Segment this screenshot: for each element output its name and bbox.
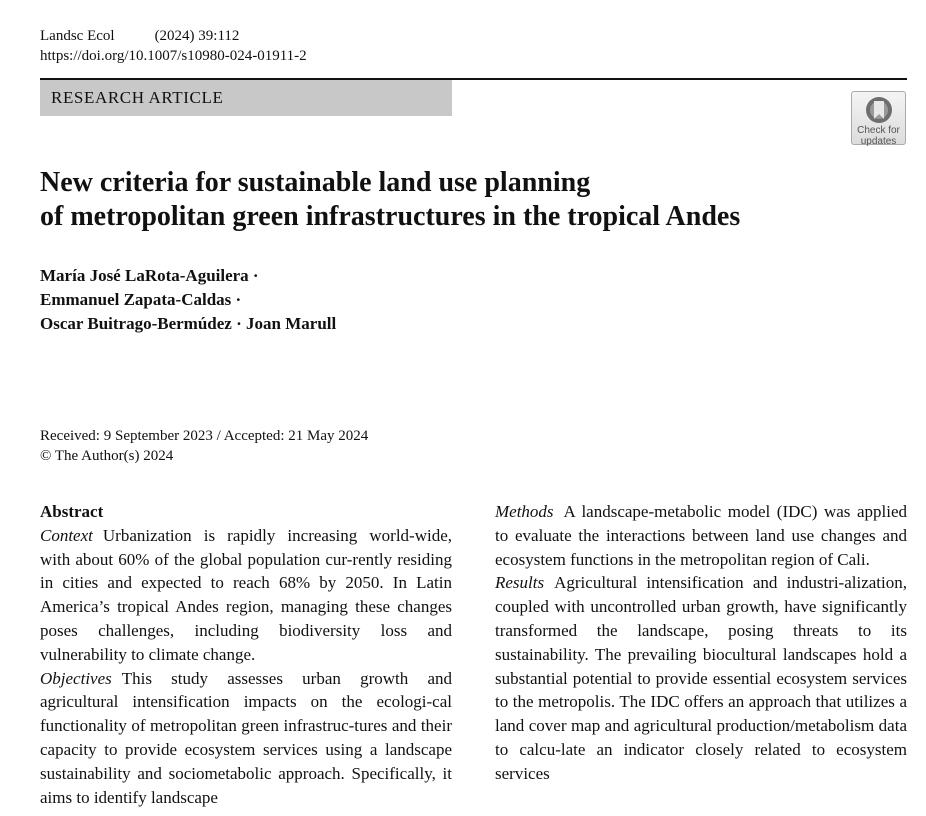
- doi-link[interactable]: https://doi.org/10.1007/s10980-024-01911-2: [40, 48, 307, 64]
- author-line-2[interactable]: Emmanuel Zapata-Caldas ·: [40, 290, 242, 309]
- objectives-text: This study assesses urban growth and agricultural intensification impacts on the ecologi-cal functionality of metropolitan green infrastruc-tures and their capacity to provide ecosystem services using a landscape sustainability and sociometabolic approach. Specifically, it aims to identify landscape: [40, 668, 452, 807]
- article-title: [40, 166, 900, 234]
- abstract-heading: Abstract: [40, 502, 104, 521]
- abstract-right-column: [495, 500, 907, 786]
- journal-citation: [40, 26, 239, 46]
- methods-text: A landscape-metabolic model (IDC) was applied to evaluate the interactions between land use changes and ecosystem functions in the metropolitan region of Cali.: [495, 502, 907, 569]
- results-label: Results: [495, 573, 545, 593]
- abstract-methods: [495, 500, 907, 571]
- abstract-context: [40, 524, 452, 667]
- title-line-2: of metropolitan green infrastructures in the tropical Andes: [40, 201, 741, 232]
- article-type-banner: RESEARCH ARTICLE: [40, 80, 452, 116]
- title-line-1: New criteria for sustainable land use planning: [40, 167, 591, 198]
- check-for-updates-line2: updates: [860, 136, 897, 147]
- abstract-left-column: [40, 500, 452, 809]
- methods-label: Methods: [495, 502, 554, 521]
- objectives-label: Objectives: [40, 668, 112, 688]
- author-line-3[interactable]: Oscar Buitrago-Bermúdez · Joan Marull: [40, 314, 337, 333]
- context-text: Urbanization is rapidly increasing world-wide, with about 60% of the global population cur-rently residing in cities and expected to reach 68% by 2050. In Latin America’s tropical Andes region, managing these changes poses challenges, including biodiversity loss and vulnerability to climate change.: [40, 525, 452, 664]
- bookmark-ribbon-icon: [864, 95, 894, 125]
- abstract-objectives: [40, 667, 452, 810]
- received-accepted-dates: Received: 9 September 2023 / Accepted: 21 May 2024: [40, 428, 369, 444]
- article-dates: [40, 426, 368, 466]
- check-for-updates-line1: Check for: [857, 125, 900, 136]
- author-list: [40, 264, 336, 336]
- copyright-notice: © The Author(s) 2024: [40, 448, 174, 464]
- abstract-results: [495, 571, 907, 785]
- author-line-1[interactable]: María José LaRota-Aguilera ·: [40, 266, 259, 285]
- context-label: Context: [40, 525, 93, 545]
- journal-name: Landsc Ecol: [40, 28, 115, 44]
- journal-volume: (2024) 39:112: [154, 28, 240, 44]
- results-text: Agricultural intensification and industri-alization, coupled with uncontrolled urban growth, have significantly transformed the landscape, posing threats to its sustainability. The prevailing biocultural landscapes hold a substantial potential to provide essential ecosystem services to the metropolis. The IDC offers an approach that utilizes a land cover map and agricultural production/metabolism data to calcu-late an indicator closely related to ecosystem services: [495, 573, 907, 783]
- check-for-updates-button[interactable]: [851, 91, 906, 145]
